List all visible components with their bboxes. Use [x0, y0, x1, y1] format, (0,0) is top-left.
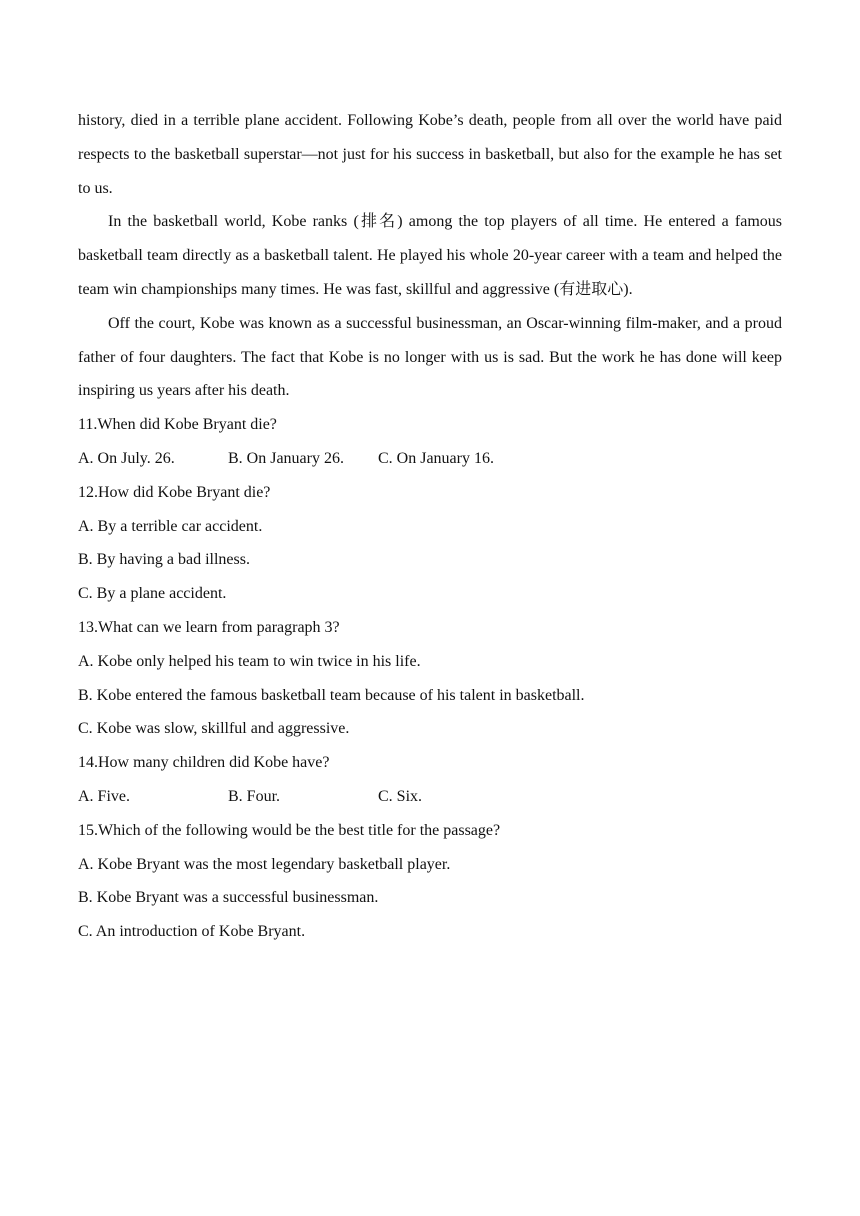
question-text: 12.How did Kobe Bryant die?	[78, 483, 271, 501]
question-text: 15.Which of the following would be the best title for the passage?	[78, 821, 501, 839]
option-b[interactable]: B. Four.	[228, 787, 281, 805]
option-c[interactable]: C. An introduction of Kobe Bryant.	[78, 923, 306, 941]
question-text: 11.When did Kobe Bryant die?	[78, 416, 277, 434]
document-page	[78, 104, 782, 949]
question-11	[78, 408, 782, 476]
option-b[interactable]: B. On January 26.	[228, 449, 344, 467]
option-a[interactable]: A. On July. 26.	[78, 449, 175, 467]
question-text: 13.What can we learn from paragraph 3?	[78, 618, 340, 636]
option-a[interactable]: A. Kobe Bryant was the most legendary basketball player.	[78, 855, 451, 873]
option-c[interactable]: C. On January 16.	[378, 449, 494, 467]
option-b[interactable]: B. Kobe entered the famous basketball team because of his talent in basketball.	[78, 686, 585, 704]
option-c[interactable]: C. Six.	[378, 787, 423, 805]
option-b[interactable]: B. By having a bad illness.	[78, 551, 250, 569]
option-a[interactable]: A. Kobe only helped his team to win twice in his life.	[78, 652, 421, 670]
passage-paragraph-1: history, died in a terrible plane accident. Following Kobe’s death, people from all over the world have paid respects to the basketball superstar—not just for his success in basketball, but also for the example he has set to us.	[78, 112, 782, 197]
question-12	[78, 476, 782, 611]
options-row	[78, 442, 782, 476]
passage-paragraph-3: Off the court, Kobe was known as a successful businessman, an Oscar-winning film-maker, and a proud father of four daughters. The fact that Kobe is no longer with us is sad. But the work he has done will keep inspiring us years after his death.	[78, 314, 782, 400]
option-a[interactable]: A. Five.	[78, 787, 130, 805]
question-14	[78, 746, 782, 814]
options-row	[78, 780, 782, 814]
option-b[interactable]: B. Kobe Bryant was a successful businessman.	[78, 889, 379, 907]
question-13	[78, 611, 782, 746]
option-c[interactable]: C. By a plane accident.	[78, 585, 227, 603]
passage-paragraph-2: In the basketball world, Kobe ranks (排名) among the top players of all time. He entered a famous basketball team directly as a basketball talent. He played his whole 20-year career with a team and helped the team win championships many times. He was fast, skillful and aggressive (有进取心).	[78, 213, 782, 298]
question-text: 14.How many children did Kobe have?	[78, 754, 330, 772]
question-15	[78, 814, 782, 949]
option-a[interactable]: A. By a terrible car accident.	[78, 517, 263, 535]
option-c[interactable]: C. Kobe was slow, skillful and aggressive.	[78, 720, 350, 738]
